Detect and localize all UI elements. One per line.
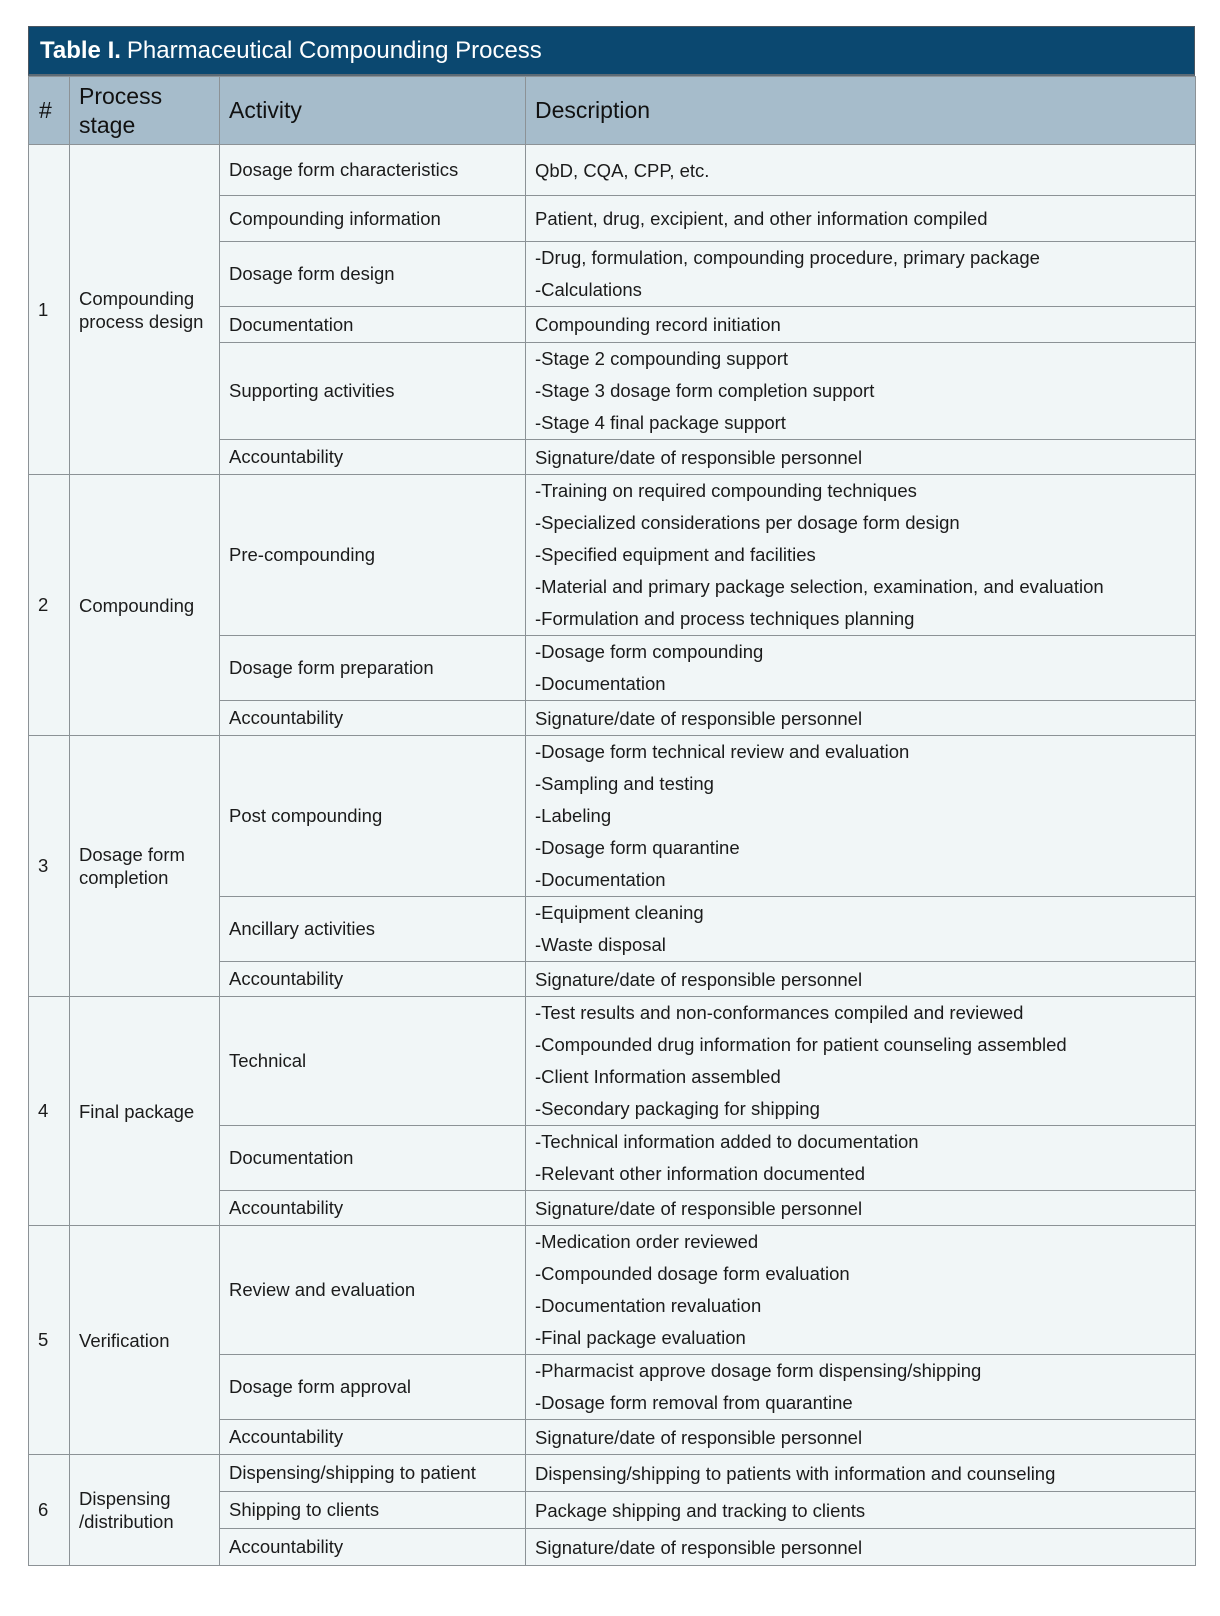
description-line: Signature/date of responsible personnel: [535, 968, 863, 990]
description-cell: [526, 997, 1196, 1126]
description-cell: [526, 1529, 1196, 1566]
description-line: -Calculations: [535, 279, 642, 300]
description-cell: [526, 897, 1196, 962]
description-cell: [526, 1355, 1196, 1420]
description-line: -Medication order reviewed: [535, 1231, 759, 1252]
activity-cell: Supporting activities: [220, 343, 526, 440]
description-line: -Pharmacist approve dosage form dispensing/shipping: [535, 1360, 982, 1381]
table-row: [29, 145, 1196, 196]
description-line: -Stage 3 dosage form completion support: [535, 380, 875, 401]
activity-cell: Accountability: [220, 1529, 526, 1566]
description-cell: [526, 1191, 1196, 1226]
activity-cell: Accountability: [220, 962, 526, 997]
activity-cell: Documentation: [220, 1126, 526, 1191]
activity-cell: Accountability: [220, 1420, 526, 1455]
description-cell: [526, 1420, 1196, 1455]
header-row: [29, 77, 1196, 145]
description-line: -Dosage form removal from quarantine: [535, 1392, 853, 1413]
activity-cell: Ancillary activities: [220, 897, 526, 962]
activity-cell: Review and evaluation: [220, 1226, 526, 1355]
stage-number: 3: [29, 736, 70, 997]
description-cell: [526, 962, 1196, 997]
description-cell: [526, 1126, 1196, 1191]
description-cell: [526, 196, 1196, 242]
activity-cell: Accountability: [220, 701, 526, 736]
description-line: -Dosage form quarantine: [535, 837, 740, 858]
description-line: -Documentation revaluation: [535, 1295, 762, 1316]
table-title-bar: [28, 26, 1195, 76]
description-line: -Stage 4 final package support: [535, 412, 786, 433]
description-line: -Test results and non-conformances compiled and reviewed: [535, 1002, 1024, 1023]
description-line: -Stage 2 compounding support: [535, 348, 789, 369]
header-description: Description: [526, 77, 1196, 145]
description-line: -Specialized considerations per dosage form design: [535, 512, 960, 533]
process-stage: Dispensing /distribution: [70, 1455, 220, 1566]
stage-number: 1: [29, 145, 70, 475]
table-row: [29, 1226, 1196, 1355]
description-line: Signature/date of responsible personnel: [535, 446, 863, 468]
activity-cell: Dispensing/shipping to patient: [220, 1455, 526, 1492]
description-line: -Documentation: [535, 869, 666, 890]
activity-cell: Dosage form design: [220, 242, 526, 307]
compounding-process-table: [28, 26, 1195, 1566]
description-line: Patient, drug, excipient, and other information compiled: [535, 208, 988, 229]
activity-cell: Dosage form approval: [220, 1355, 526, 1420]
description-line: -Drug, formulation, compounding procedure, primary package: [535, 247, 1040, 268]
description-line: -Documentation: [535, 673, 666, 694]
description-line: -Sampling and testing: [535, 773, 714, 794]
activity-cell: Compounding information: [220, 196, 526, 242]
description-cell: [526, 145, 1196, 196]
description-cell: [526, 1455, 1196, 1492]
header-process-stage: Process stage: [70, 77, 220, 145]
description-cell: [526, 242, 1196, 307]
header-activity: Activity: [220, 77, 526, 145]
description-cell: [526, 475, 1196, 636]
description-cell: [526, 307, 1196, 343]
description-line: -Waste disposal: [535, 934, 666, 955]
description-line: -Labeling: [535, 805, 612, 826]
description-cell: [526, 343, 1196, 440]
description-line: -Technical information added to documentation: [535, 1131, 919, 1152]
description-line: QbD, CQA, CPP, etc.: [535, 159, 710, 181]
description-line: -Client Information assembled: [535, 1066, 781, 1087]
activity-cell: Technical: [220, 997, 526, 1126]
process-stage: Dosage form completion: [70, 736, 220, 997]
activity-cell: Accountability: [220, 440, 526, 475]
activity-cell: Dosage form preparation: [220, 636, 526, 701]
table-body: [29, 145, 1196, 1566]
description-line: -Dosage form technical review and evaluation: [535, 741, 910, 762]
description-line: -Relevant other information documented: [535, 1163, 866, 1184]
description-line: -Final package evaluation: [535, 1327, 746, 1348]
stage-number: 5: [29, 1226, 70, 1455]
description-cell: [526, 701, 1196, 736]
table-row: [29, 736, 1196, 897]
activity-cell: Documentation: [220, 307, 526, 343]
table-row: [29, 997, 1196, 1126]
description-cell: [526, 1226, 1196, 1355]
process-stage: Final package: [70, 997, 220, 1226]
description-line: Signature/date of responsible personnel: [535, 1197, 863, 1219]
activity-cell: Pre-compounding: [220, 475, 526, 636]
activity-cell: Post compounding: [220, 736, 526, 897]
stage-number: 6: [29, 1455, 70, 1566]
table-label: Table I.: [40, 36, 121, 64]
description-cell: [526, 636, 1196, 701]
process-stage: Compounding process design: [70, 145, 220, 475]
description-line: Package shipping and tracking to clients: [535, 1499, 866, 1521]
description-line: -Specified equipment and facilities: [535, 544, 816, 565]
description-line: Dispensing/shipping to patients with information and counseling: [535, 1462, 1056, 1484]
description-line: -Secondary packaging for shipping: [535, 1098, 820, 1119]
description-line: -Compounded drug information for patient counseling assembled: [535, 1034, 1067, 1055]
description-line: Compounding record initiation: [535, 314, 781, 335]
description-line: -Compounded dosage form evaluation: [535, 1263, 850, 1284]
process-stage: Verification: [70, 1226, 220, 1455]
activity-cell: Shipping to clients: [220, 1492, 526, 1529]
table-row: [29, 475, 1196, 636]
activity-cell: Accountability: [220, 1191, 526, 1226]
description-line: Signature/date of responsible personnel: [535, 1426, 863, 1448]
stage-number: 2: [29, 475, 70, 736]
process-stage: Compounding: [70, 475, 220, 736]
description-line: -Material and primary package selection, examination, and evaluation: [535, 576, 1104, 597]
process-table: [28, 76, 1196, 1566]
description-line: -Equipment cleaning: [535, 902, 704, 923]
stage-number: 4: [29, 997, 70, 1226]
description-cell: [526, 440, 1196, 475]
description-line: -Dosage form compounding: [535, 641, 764, 662]
description-line: Signature/date of responsible personnel: [535, 707, 863, 729]
header-num: #: [29, 77, 70, 145]
description-cell: [526, 736, 1196, 897]
description-cell: [526, 1492, 1196, 1529]
table-title: Pharmaceutical Compounding Process: [126, 36, 542, 64]
description-line: -Formulation and process techniques planning: [535, 608, 915, 629]
activity-cell: Dosage form characteristics: [220, 145, 526, 196]
table-row: [29, 1455, 1196, 1492]
description-line: Signature/date of responsible personnel: [535, 1536, 863, 1558]
description-line: -Training on required compounding techniques: [535, 480, 917, 501]
